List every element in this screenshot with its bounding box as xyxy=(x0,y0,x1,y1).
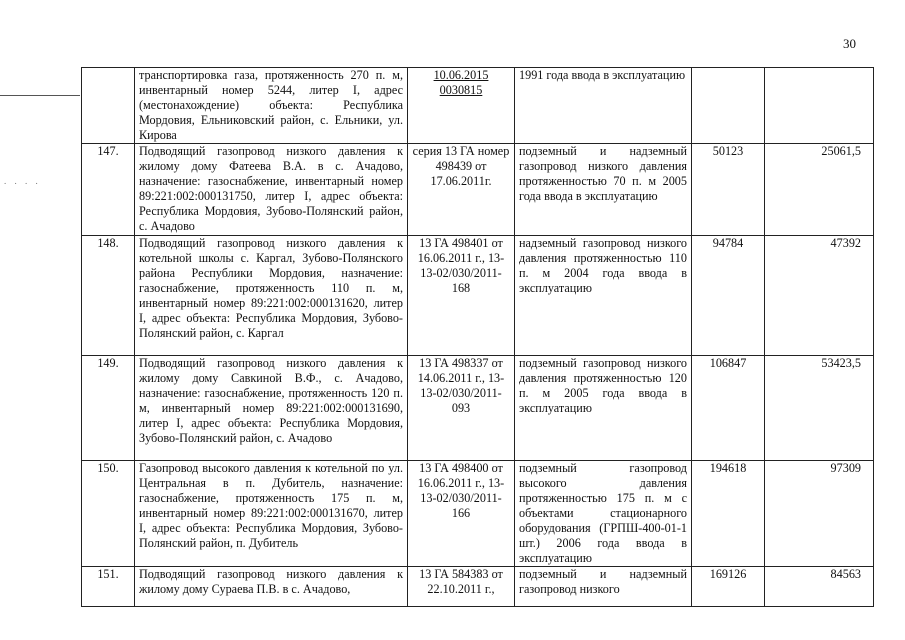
object-description: Подводящий газопровод низкого давления к жилому дому Сураева П.В. в с. Ачадово, xyxy=(135,567,408,607)
residual-value: 47392 xyxy=(765,236,874,356)
table-body xyxy=(82,68,874,607)
object-characteristics: подземный газопровод высокого давления протяженностью 175 п. м с объектами стационарного оборудования (ГРПШ-400-01-1 шт.) 2006 года ввода в эксплуатацию xyxy=(515,461,692,567)
row-number: 147. xyxy=(82,144,135,236)
registration-info: 13 ГА 498401 от 16.06.2011 г., 13-13-02/030/2011-168 xyxy=(408,236,515,356)
residual-value: 84563 xyxy=(765,567,874,607)
book-value: 94784 xyxy=(692,236,765,356)
row-number: 151. xyxy=(82,567,135,607)
object-description: Газопровод высокого давления к котельной по ул. Центральная в п. Дубитель, назначение: газоснабжение, протяженность 175 п. м, инвентарный номер 89:221:002:000131670, литер I, адрес объекта: Республика Мордовия, Зубово-Полянский район, п. Дубитель xyxy=(135,461,408,567)
object-characteristics: подземный газопровод низкого давления протяженностью 120 п. м 2005 года ввода в эксплуатацию xyxy=(515,356,692,461)
table-row xyxy=(82,567,874,607)
residual-value: 97309 xyxy=(765,461,874,567)
residual-value xyxy=(765,68,874,144)
scan-artifact-line xyxy=(0,95,80,96)
book-value: 106847 xyxy=(692,356,765,461)
book-value: 50123 xyxy=(692,144,765,236)
object-description: транспортировка газа, протяженность 270 п. м, инвентарный номер 5244, литер I, адрес (местонахождение) объекта: Республика Мордовия, Ельниковский район, с. Ельники, ул. Кирова xyxy=(135,68,408,144)
registration-info: серия 13 ГА номер 498439 от 17.06.2011г. xyxy=(408,144,515,236)
object-characteristics: 1991 года ввода в эксплуатацию xyxy=(515,68,692,144)
object-description: Подводящий газопровод низкого давления к жилому дому Фатеева В.А. в с. Ачадово, назначение: газоснабжение, инвентарный номер 89:221:002:000131750, литер I, адрес объекта: Республика Мордовия, Зубово-Полянский район, с. Ачадово xyxy=(135,144,408,236)
table-row xyxy=(82,68,874,144)
book-value: 194618 xyxy=(692,461,765,567)
table-row xyxy=(82,461,874,567)
residual-value: 53423,5 xyxy=(765,356,874,461)
residual-value: 25061,5 xyxy=(765,144,874,236)
object-characteristics: подземный и надземный газопровод низкого xyxy=(515,567,692,607)
table-row xyxy=(82,236,874,356)
table-row xyxy=(82,356,874,461)
registration-info: 13 ГА 498400 от 16.06.2011 г., 13-13-02/030/2011-166 xyxy=(408,461,515,567)
row-number xyxy=(82,68,135,144)
row-number: 150. xyxy=(82,461,135,567)
registration-info: 13 ГА 498337 от 14.06.2011 г., 13-13-02/030/2011-093 xyxy=(408,356,515,461)
table-row xyxy=(82,144,874,236)
object-characteristics: подземный и надземный газопровод низкого давления протяженностью 70 п. м 2005 года ввода в эксплуатацию xyxy=(515,144,692,236)
row-number: 149. xyxy=(82,356,135,461)
row-number: 148. xyxy=(82,236,135,356)
book-value xyxy=(692,68,765,144)
registration-info: 13 ГА 584383 от 22.10.2011 г., xyxy=(408,567,515,607)
scan-artifact-dots: . . . . xyxy=(4,176,41,186)
object-description: Подводящий газопровод низкого давления к котельной школы с. Каргал, Зубово-Полянского района Республики Мордовия, назначение: газоснабжение, протяженность 110 п. м, инвентарный номер 89:221:002:000131620, литер I, адрес объекта: Республика Мордовия, Зубово-Полянский район, с. Каргал xyxy=(135,236,408,356)
registration-info: 10.06.2015 0030815 xyxy=(408,68,515,144)
object-characteristics: надземный газопровод низкого давления протяженностью 110 п. м 2004 года ввода в эксплуатацию xyxy=(515,236,692,356)
property-table xyxy=(81,67,874,607)
page-number: 30 xyxy=(843,36,856,51)
book-value: 169126 xyxy=(692,567,765,607)
object-description: Подводящий газопровод низкого давления к жилому дому Савкиной В.Ф., с. Ачадово, назначение: газоснабжение, протяженность 120 п. м, инвентарный номер 89:221:002:000131690, литер I, адрес объекта: Республика Мордовия, Зубово-Полянский район, с. Ачадово xyxy=(135,356,408,461)
